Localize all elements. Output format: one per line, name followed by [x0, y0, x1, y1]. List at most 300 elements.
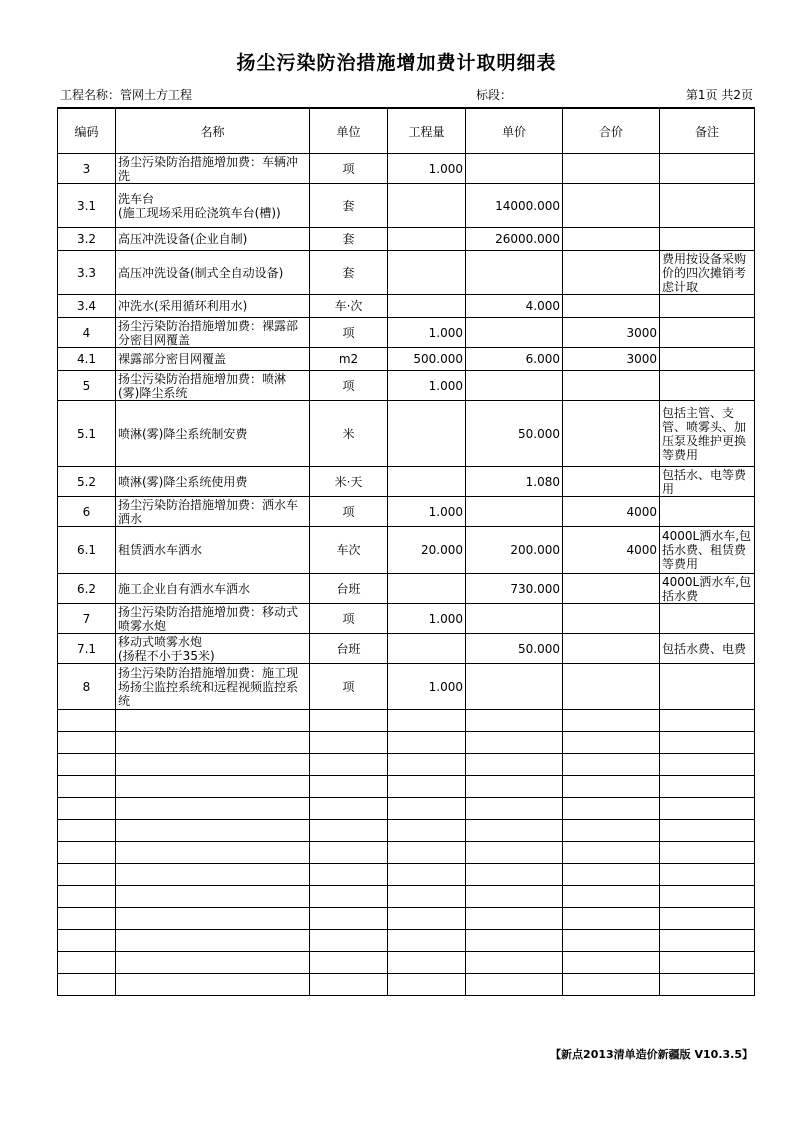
row-unit-text: m2 — [338, 352, 359, 366]
row-remark-text: 包括主管、支管、喷雾头、加压泵及维护更换等费用 — [662, 405, 747, 462]
empty-row — [58, 820, 755, 842]
empty-row — [58, 710, 755, 732]
row-unit-price — [466, 228, 563, 251]
empty-cell — [466, 974, 563, 996]
row-total — [563, 467, 660, 497]
project-name: 工程名称：管网土方工程 — [60, 88, 193, 102]
row-unit-price — [466, 318, 563, 348]
row-remark — [660, 318, 755, 348]
row-remark — [660, 228, 755, 251]
row-unit-text: 车次 — [336, 543, 361, 557]
empty-cell — [466, 952, 563, 974]
empty-cell — [660, 952, 755, 974]
row-remark-text: 费用按设备采购价的四次摊销考虑计取 — [662, 251, 747, 294]
row-quantity — [388, 251, 466, 295]
empty-cell — [563, 820, 660, 842]
table-row — [58, 154, 755, 184]
empty-cell — [116, 754, 310, 776]
row-name — [116, 401, 310, 467]
row-unit-text: 米 — [342, 426, 355, 441]
row-quantity — [388, 527, 466, 574]
row-code-text: 7.1 — [76, 641, 97, 656]
row-code — [58, 154, 116, 184]
row-unit-price — [466, 574, 563, 604]
empty-cell — [58, 886, 116, 908]
row-unit-price — [466, 371, 563, 401]
empty-cell — [116, 952, 310, 974]
row-quantity — [388, 228, 466, 251]
row-unit-text: 套 — [342, 198, 355, 213]
row-quantity — [388, 401, 466, 467]
empty-cell — [466, 908, 563, 930]
row-quantity-text: 1.000 — [428, 325, 463, 340]
table-row — [58, 184, 755, 228]
row-name — [116, 467, 310, 497]
row-name — [116, 348, 310, 371]
empty-cell — [388, 732, 466, 754]
row-name — [116, 664, 310, 710]
empty-row — [58, 842, 755, 864]
empty-cell — [310, 952, 388, 974]
empty-cell — [310, 974, 388, 996]
row-remark — [660, 634, 755, 664]
row-code — [58, 497, 116, 527]
empty-cell — [660, 864, 755, 886]
row-name-text: 扬尘污染防治措施增加费：移动式喷雾水炮 — [118, 604, 299, 633]
row-unit-price-text: 200.000 — [510, 543, 560, 557]
empty-cell — [466, 754, 563, 776]
row-remark — [660, 371, 755, 401]
row-quantity — [388, 634, 466, 664]
empty-cell — [58, 908, 116, 930]
row-code-text: 3.4 — [76, 299, 97, 313]
row-code — [58, 184, 116, 228]
row-unit — [310, 664, 388, 710]
empty-cell — [310, 732, 388, 754]
row-unit-price-text: 6.000 — [525, 352, 560, 366]
header-name: 名称 — [116, 108, 310, 154]
row-unit — [310, 497, 388, 527]
row-name-text: 扬尘污染防治措施增加费：车辆冲洗 — [118, 154, 299, 183]
table-row — [58, 371, 755, 401]
empty-cell — [58, 710, 116, 732]
row-remark — [660, 401, 755, 467]
empty-row — [58, 754, 755, 776]
row-total-text: 3000 — [626, 352, 657, 366]
empty-cell — [388, 974, 466, 996]
empty-cell — [466, 776, 563, 798]
row-unit-price — [466, 251, 563, 295]
section-label: 标段： — [476, 88, 513, 102]
row-quantity — [388, 574, 466, 604]
empty-cell — [563, 974, 660, 996]
row-quantity-text: 1.000 — [428, 504, 463, 519]
empty-cell — [563, 930, 660, 952]
empty-cell — [58, 842, 116, 864]
row-name-text: 扬尘污染防治措施增加费：施工现场扬尘监控系统和远程视频监控系统 — [118, 665, 299, 708]
row-code — [58, 467, 116, 497]
empty-cell — [310, 776, 388, 798]
empty-row — [58, 864, 755, 886]
table-row — [58, 348, 755, 371]
row-code-text: 4 — [82, 325, 91, 340]
row-code-text: 3.3 — [76, 265, 97, 280]
empty-cell — [563, 798, 660, 820]
row-unit-price-text: 4.000 — [525, 299, 560, 313]
row-unit — [310, 401, 388, 467]
table-row — [58, 467, 755, 497]
empty-row — [58, 952, 755, 974]
empty-cell — [660, 974, 755, 996]
row-quantity — [388, 154, 466, 184]
header-total: 合价 — [563, 108, 660, 154]
empty-cell — [388, 710, 466, 732]
row-total — [563, 604, 660, 634]
row-name-text: 高压冲洗设备(企业自制) — [118, 232, 248, 246]
row-quantity — [388, 664, 466, 710]
empty-cell — [310, 864, 388, 886]
row-quantity-text: 1.000 — [428, 161, 463, 176]
empty-cell — [660, 820, 755, 842]
empty-cell — [466, 732, 563, 754]
empty-cell — [310, 930, 388, 952]
row-remark — [660, 574, 755, 604]
empty-cell — [388, 820, 466, 842]
header-unit: 单位 — [310, 108, 388, 154]
empty-cell — [466, 798, 563, 820]
table-row — [58, 251, 755, 295]
row-unit — [310, 251, 388, 295]
row-unit-price — [466, 154, 563, 184]
row-unit — [310, 154, 388, 184]
row-code — [58, 604, 116, 634]
row-quantity — [388, 497, 466, 527]
row-name — [116, 497, 310, 527]
row-name-text: 喷淋(雾)降尘系统制安费 — [118, 426, 248, 441]
row-unit — [310, 604, 388, 634]
empty-row — [58, 798, 755, 820]
row-code — [58, 228, 116, 251]
empty-cell — [660, 886, 755, 908]
empty-cell — [58, 776, 116, 798]
row-name — [116, 527, 310, 574]
row-code — [58, 348, 116, 371]
empty-cell — [388, 842, 466, 864]
row-unit — [310, 318, 388, 348]
empty-row — [58, 732, 755, 754]
row-unit-text: 项 — [342, 378, 355, 393]
row-unit-price — [466, 634, 563, 664]
header-quantity: 工程量 — [388, 108, 466, 154]
row-unit-price — [466, 604, 563, 634]
row-total-text: 4000 — [626, 543, 657, 557]
row-name-text: 冲洗水(采用循环利用水) — [118, 299, 248, 313]
empty-cell — [563, 864, 660, 886]
empty-cell — [466, 820, 563, 842]
empty-cell — [563, 776, 660, 798]
table-row — [58, 318, 755, 348]
row-name — [116, 604, 310, 634]
row-unit — [310, 634, 388, 664]
row-unit-text: 套 — [342, 265, 355, 280]
row-unit — [310, 574, 388, 604]
empty-cell — [58, 974, 116, 996]
row-total — [563, 401, 660, 467]
row-unit — [310, 295, 388, 318]
empty-cell — [310, 908, 388, 930]
row-unit-price-text: 50.000 — [518, 426, 560, 441]
row-total — [563, 634, 660, 664]
row-code-text: 3 — [82, 161, 91, 176]
empty-cell — [563, 886, 660, 908]
row-unit-price-text: 730.000 — [510, 581, 560, 596]
empty-cell — [58, 952, 116, 974]
empty-cell — [58, 754, 116, 776]
row-code — [58, 574, 116, 604]
row-unit — [310, 371, 388, 401]
row-remark — [660, 184, 755, 228]
empty-cell — [116, 886, 310, 908]
row-code-text: 8 — [82, 679, 91, 694]
row-name-text: 裸露部分密目网覆盖 — [118, 352, 227, 366]
row-unit-text: 项 — [342, 611, 355, 626]
header-code: 编码 — [58, 108, 116, 154]
row-remark — [660, 527, 755, 574]
empty-cell — [563, 732, 660, 754]
row-name — [116, 251, 310, 295]
row-total — [563, 664, 660, 710]
empty-cell — [388, 776, 466, 798]
row-remark-text: 4000L洒水车,包括水费、租赁费等费用 — [662, 529, 752, 571]
row-quantity — [388, 348, 466, 371]
empty-cell — [310, 842, 388, 864]
empty-cell — [388, 754, 466, 776]
empty-cell — [116, 908, 310, 930]
empty-cell — [310, 798, 388, 820]
row-unit — [310, 467, 388, 497]
row-unit-price — [466, 184, 563, 228]
empty-cell — [310, 886, 388, 908]
row-name — [116, 318, 310, 348]
row-name — [116, 574, 310, 604]
empty-cell — [116, 842, 310, 864]
row-unit-price — [466, 527, 563, 574]
row-quantity — [388, 184, 466, 228]
row-name — [116, 154, 310, 184]
empty-cell — [310, 754, 388, 776]
row-quantity-text: 1.000 — [428, 679, 463, 694]
row-code-text: 6 — [82, 504, 91, 519]
empty-cell — [660, 776, 755, 798]
row-unit-text: 台班 — [336, 581, 361, 596]
empty-row — [58, 776, 755, 798]
empty-cell — [563, 754, 660, 776]
empty-row — [58, 908, 755, 930]
empty-cell — [660, 754, 755, 776]
table-row — [58, 228, 755, 251]
empty-cell — [563, 952, 660, 974]
empty-cell — [58, 930, 116, 952]
row-remark — [660, 348, 755, 371]
row-remark — [660, 295, 755, 318]
row-remark — [660, 154, 755, 184]
row-quantity-text: 1.000 — [428, 378, 463, 393]
row-total — [563, 318, 660, 348]
table-row — [58, 497, 755, 527]
row-total — [563, 154, 660, 184]
row-remark — [660, 467, 755, 497]
empty-cell — [58, 798, 116, 820]
row-name — [116, 634, 310, 664]
row-quantity — [388, 318, 466, 348]
table-row — [58, 664, 755, 710]
row-name-text: 喷淋(雾)降尘系统使用费 — [118, 474, 248, 489]
row-code-text: 5.2 — [76, 474, 97, 489]
empty-cell — [563, 842, 660, 864]
row-quantity-text: 500.000 — [413, 352, 463, 366]
detail-table — [57, 107, 755, 996]
row-unit — [310, 348, 388, 371]
row-name-text: 洗车台 (施工现场采用砼浇筑车台(槽)) — [118, 191, 281, 220]
empty-cell — [388, 886, 466, 908]
empty-cell — [660, 798, 755, 820]
row-remark — [660, 497, 755, 527]
row-unit-text: 车·次 — [334, 299, 363, 313]
empty-cell — [310, 820, 388, 842]
table-row — [58, 604, 755, 634]
empty-cell — [116, 732, 310, 754]
row-code-text: 4.1 — [76, 352, 97, 366]
row-remark-text: 4000L洒水车,包括水费 — [662, 574, 752, 603]
row-unit-price — [466, 295, 563, 318]
row-code-text: 6.1 — [76, 543, 97, 557]
row-unit-text: 项 — [342, 679, 355, 694]
empty-cell — [116, 864, 310, 886]
row-code-text: 5.1 — [76, 426, 97, 441]
empty-cell — [660, 908, 755, 930]
row-unit-price-text: 14000.000 — [495, 198, 560, 213]
empty-cell — [116, 776, 310, 798]
row-unit — [310, 184, 388, 228]
row-name-text: 租赁洒水车洒水 — [118, 543, 203, 557]
row-name — [116, 371, 310, 401]
row-remark — [660, 251, 755, 295]
row-name — [116, 295, 310, 318]
empty-cell — [660, 732, 755, 754]
row-unit-text: 台班 — [336, 641, 361, 656]
empty-cell — [116, 710, 310, 732]
empty-cell — [466, 886, 563, 908]
empty-cell — [310, 710, 388, 732]
row-total — [563, 295, 660, 318]
empty-cell — [388, 864, 466, 886]
row-name-text: 高压冲洗设备(制式全自动设备) — [118, 265, 284, 280]
row-name-text: 施工企业自有洒水车洒水 — [118, 581, 251, 596]
row-unit-text: 项 — [342, 325, 355, 340]
page-indicator: 第1页 共2页 — [685, 88, 753, 102]
row-unit-price-text: 1.080 — [525, 474, 560, 489]
row-name-text: 扬尘污染防治措施增加费：洒水车洒水 — [118, 497, 299, 526]
row-unit — [310, 228, 388, 251]
row-total — [563, 574, 660, 604]
row-name — [116, 228, 310, 251]
row-remark — [660, 664, 755, 710]
row-unit-price — [466, 401, 563, 467]
row-code — [58, 295, 116, 318]
row-name — [116, 184, 310, 228]
row-code-text: 6.2 — [76, 581, 97, 596]
empty-row — [58, 886, 755, 908]
row-name-text: 移动式喷雾水炮 (扬程不小于35米) — [118, 634, 215, 663]
empty-row — [58, 930, 755, 952]
row-code — [58, 251, 116, 295]
row-total — [563, 228, 660, 251]
row-unit-text: 项 — [342, 161, 355, 176]
row-total — [563, 184, 660, 228]
row-quantity-text: 20.000 — [421, 543, 463, 557]
empty-cell — [388, 952, 466, 974]
row-code-text: 5 — [82, 378, 91, 393]
row-code — [58, 527, 116, 574]
empty-cell — [58, 864, 116, 886]
row-unit-price — [466, 664, 563, 710]
empty-cell — [388, 798, 466, 820]
empty-row — [58, 974, 755, 996]
empty-cell — [58, 732, 116, 754]
row-name-text: 扬尘污染防治措施增加费：裸露部分密目网覆盖 — [118, 318, 299, 347]
row-remark-text: 包括水费、电费 — [662, 641, 747, 656]
row-quantity — [388, 467, 466, 497]
row-code — [58, 371, 116, 401]
table-row — [58, 295, 755, 318]
row-unit-price — [466, 467, 563, 497]
row-quantity — [388, 371, 466, 401]
row-quantity — [388, 295, 466, 318]
row-code-text: 7 — [82, 611, 91, 626]
row-total — [563, 348, 660, 371]
empty-cell — [660, 930, 755, 952]
empty-cell — [466, 842, 563, 864]
empty-cell — [563, 908, 660, 930]
page-title: 扬尘污染防治措施增加费计取明细表 — [236, 52, 557, 74]
row-code — [58, 664, 116, 710]
row-code — [58, 634, 116, 664]
row-unit-price — [466, 497, 563, 527]
table-row — [58, 574, 755, 604]
empty-cell — [388, 930, 466, 952]
row-name-text: 扬尘污染防治措施增加费：喷淋(雾)降尘系统 — [118, 371, 287, 400]
empty-cell — [388, 908, 466, 930]
empty-cell — [466, 710, 563, 732]
row-total — [563, 371, 660, 401]
row-unit-text: 米·天 — [334, 474, 363, 489]
row-code — [58, 318, 116, 348]
empty-cell — [466, 864, 563, 886]
row-remark-text: 包括水、电等费用 — [662, 467, 747, 496]
empty-cell — [58, 820, 116, 842]
row-quantity — [388, 604, 466, 634]
row-unit-price — [466, 348, 563, 371]
row-total-text: 4000 — [626, 504, 657, 519]
empty-cell — [116, 820, 310, 842]
row-total — [563, 497, 660, 527]
empty-cell — [660, 842, 755, 864]
empty-cell — [660, 710, 755, 732]
row-quantity-text: 1.000 — [428, 611, 463, 626]
row-unit-text: 套 — [342, 232, 355, 246]
empty-cell — [116, 974, 310, 996]
row-code-text: 3.2 — [76, 232, 97, 246]
